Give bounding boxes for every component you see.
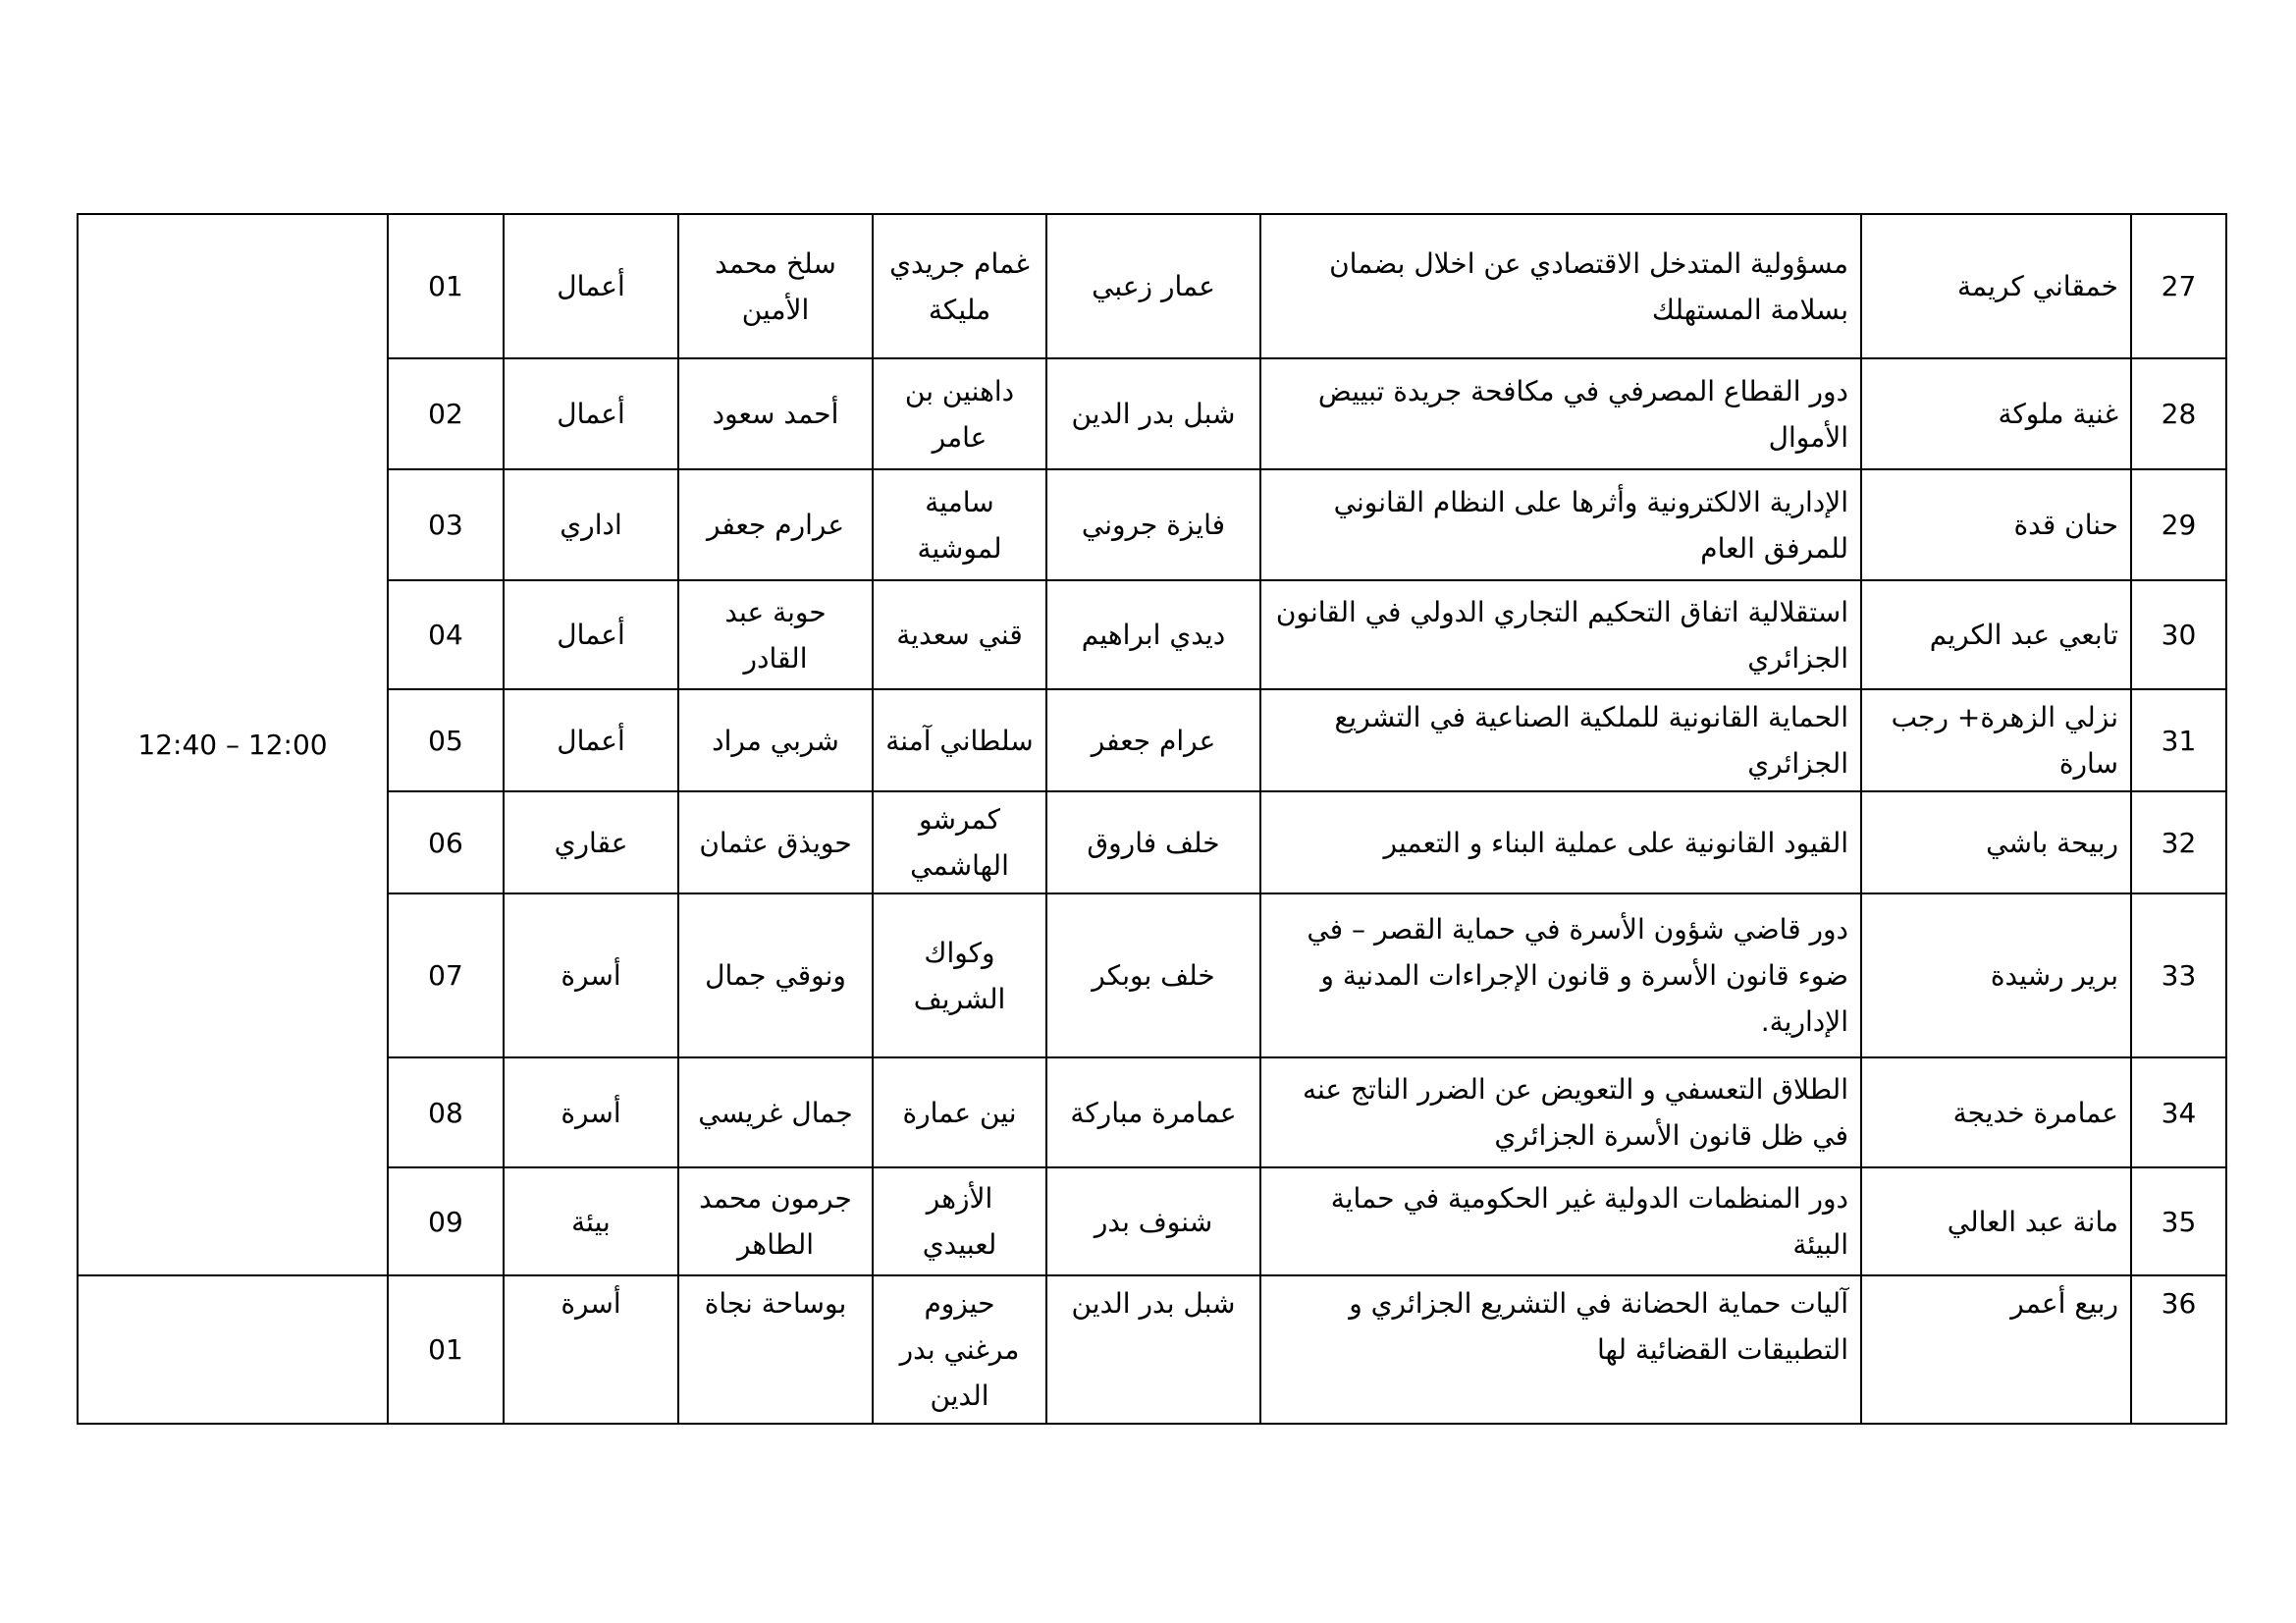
member2-cell: جمال غريسي [678, 1057, 873, 1167]
table-row [78, 358, 2226, 469]
supervisor-cell: خلف فاروق [1046, 791, 1260, 893]
row-number-cell: 32 [2131, 791, 2226, 893]
student-cell: عمامرة خديجة [1861, 1057, 2131, 1167]
table-row [78, 689, 2226, 791]
table-row [78, 1057, 2226, 1167]
table-row [78, 469, 2226, 580]
thesis-title-cell: مسؤولية المتدخل الاقتصادي عن اخلال بضمان بسلامة المستهلك [1260, 214, 1861, 358]
specialty-cell: أسرة [504, 893, 678, 1057]
row-number-cell: 36 [2131, 1275, 2226, 1424]
group-cell: 08 [388, 1057, 504, 1167]
specialty-cell: أعمال [504, 580, 678, 689]
member1-cell: قني سعدية [873, 580, 1046, 689]
member1-cell: حيزوم مرغني بدر الدين [873, 1275, 1046, 1424]
supervisor-cell: خلف بوبكر [1046, 893, 1260, 1057]
row-number-cell: 35 [2131, 1167, 2226, 1275]
specialty-cell: أعمال [504, 214, 678, 358]
member1-cell: داهنين بن عامر [873, 358, 1046, 469]
group-cell: 06 [388, 791, 504, 893]
group-cell: 07 [388, 893, 504, 1057]
supervisor-cell: عرام جعفر [1046, 689, 1260, 791]
supervisor-cell: فايزة جروني [1046, 469, 1260, 580]
specialty-cell: اداري [504, 469, 678, 580]
member2-cell: حويذق عثمان [678, 791, 873, 893]
row-number-cell: 28 [2131, 358, 2226, 469]
row-number-cell: 27 [2131, 214, 2226, 358]
student-cell: نزلي الزهرة+ رجب سارة [1861, 689, 2131, 791]
thesis-title-cell: آليات حماية الحضانة في التشريع الجزائري و التطبيقات القضائية لها [1260, 1275, 1861, 1424]
supervisor-cell: عمار زعبي [1046, 214, 1260, 358]
group-cell: 01 [388, 1275, 504, 1424]
time-slot-cell: 12:40 – 12:00 [78, 214, 388, 1275]
supervisor-cell: شبل بدر الدين [1046, 358, 1260, 469]
table-row [78, 1275, 2226, 1424]
thesis-title-cell: استقلالية اتفاق التحكيم التجاري الدولي في القانون الجزائري [1260, 580, 1861, 689]
thesis-title-cell: دور القطاع المصرفي في مكافحة جريدة تبييض الأموال [1260, 358, 1861, 469]
member1-cell: سلطاني آمنة [873, 689, 1046, 791]
table-row [78, 893, 2226, 1057]
thesis-title-cell: الطلاق التعسفي و التعويض عن الضرر الناتج عنه في ظل قانون الأسرة الجزائري [1260, 1057, 1861, 1167]
student-cell: حنان قدة [1861, 469, 2131, 580]
group-cell: 03 [388, 469, 504, 580]
group-cell: 09 [388, 1167, 504, 1275]
member2-cell: جرمون محمد الطاهر [678, 1167, 873, 1275]
row-number-cell: 29 [2131, 469, 2226, 580]
specialty-cell: أعمال [504, 358, 678, 469]
empty-time-cell [78, 1275, 388, 1424]
student-cell: ربيحة باشي [1861, 791, 2131, 893]
specialty-cell: عقاري [504, 791, 678, 893]
member1-cell: نين عمارة [873, 1057, 1046, 1167]
member1-cell: غمام جريدي مليكة [873, 214, 1046, 358]
specialty-cell: بيئة [504, 1167, 678, 1275]
member2-cell: عرارم جعفر [678, 469, 873, 580]
member2-cell: أحمد سعود [678, 358, 873, 469]
member1-cell: سامية لموشية [873, 469, 1046, 580]
supervisor-cell: ديدي ابراهيم [1046, 580, 1260, 689]
defense-schedule-table [77, 213, 2227, 1425]
supervisor-cell: عمامرة مباركة [1046, 1057, 1260, 1167]
member2-cell: شربي مراد [678, 689, 873, 791]
thesis-title-cell: الحماية القانونية للملكية الصناعية في التشريع الجزائري [1260, 689, 1861, 791]
supervisor-cell: شنوف بدر [1046, 1167, 1260, 1275]
table-row [78, 791, 2226, 893]
member2-cell: حوبة عبد القادر [678, 580, 873, 689]
supervisor-cell: شبل بدر الدين [1046, 1275, 1260, 1424]
specialty-cell: أسرة [504, 1275, 678, 1424]
specialty-cell: أسرة [504, 1057, 678, 1167]
student-cell: ربيع أعمر [1861, 1275, 2131, 1424]
specialty-cell: أعمال [504, 689, 678, 791]
table-row [78, 214, 2226, 358]
member1-cell: كمرشو الهاشمي [873, 791, 1046, 893]
thesis-title-cell: دور المنظمات الدولية غير الحكومية في حماية البيئة [1260, 1167, 1861, 1275]
row-number-cell: 33 [2131, 893, 2226, 1057]
student-cell: خمقاني كريمة [1861, 214, 2131, 358]
thesis-title-cell: الإدارية الالكترونية وأثرها على النظام القانوني للمرفق العام [1260, 469, 1861, 580]
student-cell: غنية ملوكة [1861, 358, 2131, 469]
member2-cell: بوساحة نجاة [678, 1275, 873, 1424]
group-cell: 02 [388, 358, 504, 469]
table-row [78, 1167, 2226, 1275]
group-cell: 04 [388, 580, 504, 689]
group-cell: 05 [388, 689, 504, 791]
member1-cell: الأزهر لعبيدي [873, 1167, 1046, 1275]
member2-cell: ونوقي جمال [678, 893, 873, 1057]
table-row [78, 580, 2226, 689]
student-cell: برير رشيدة [1861, 893, 2131, 1057]
student-cell: مانة عبد العالي [1861, 1167, 2131, 1275]
member2-cell: سلخ محمد الأمين [678, 214, 873, 358]
row-number-cell: 30 [2131, 580, 2226, 689]
student-cell: تابعي عبد الكريم [1861, 580, 2131, 689]
group-cell: 01 [388, 214, 504, 358]
row-number-cell: 31 [2131, 689, 2226, 791]
thesis-title-cell: القيود القانونية على عملية البناء و التعمير [1260, 791, 1861, 893]
thesis-title-cell: دور قاضي شؤون الأسرة في حماية القصر – في ضوء قانون الأسرة و قانون الإجراءات المدنية و الإدارية. [1260, 893, 1861, 1057]
row-number-cell: 34 [2131, 1057, 2226, 1167]
member1-cell: وكواك الشريف [873, 893, 1046, 1057]
